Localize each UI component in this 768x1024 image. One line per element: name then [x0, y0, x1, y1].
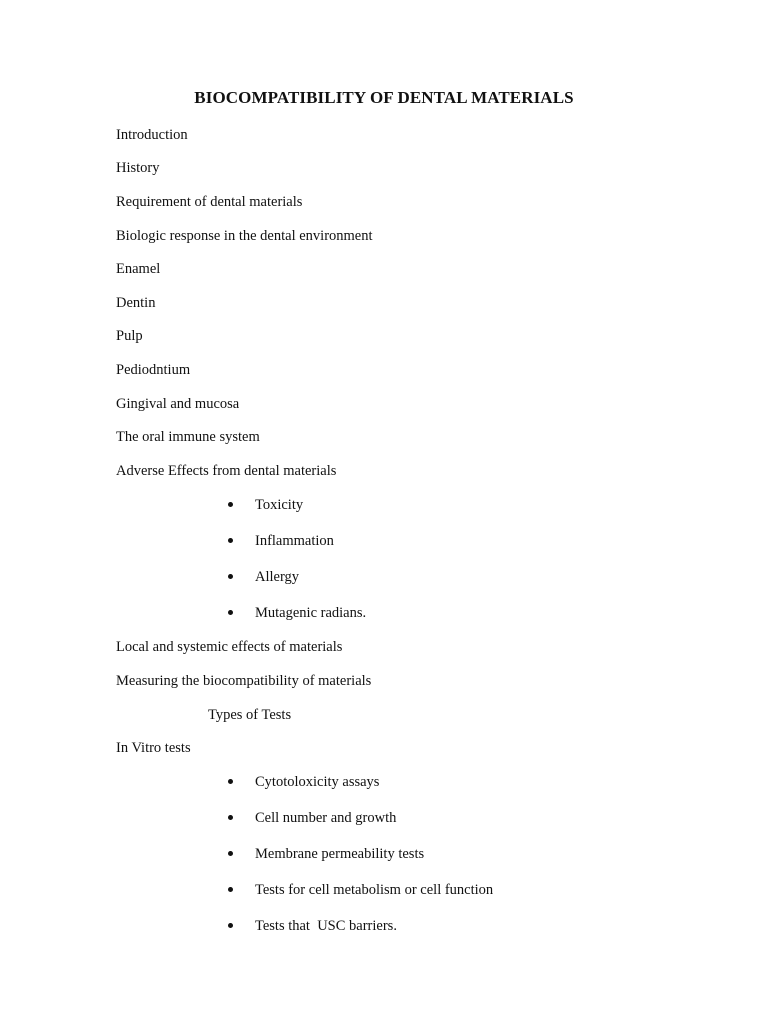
bullet-text: Tests for cell metabolism or cell function — [255, 882, 494, 898]
bullet-dot — [228, 815, 233, 820]
bullet-dot — [228, 923, 233, 928]
toc-line-adverse-effects: Adverse Effects from dental materials — [116, 463, 337, 479]
toc-line-in-vitro: In Vitro tests — [116, 740, 191, 756]
bullet-text: Mutagenic radians. — [255, 605, 367, 621]
bullet-dot — [228, 502, 233, 507]
bullet-item — [228, 917, 397, 989]
bullet-dot — [228, 574, 233, 579]
document-title: BIOCOMPATIBILITY OF DENTAL MATERIALS — [194, 88, 574, 107]
bullet-text: Tests that USC barriers. — [255, 918, 397, 934]
bullet-text: Membrane permeability tests — [255, 846, 425, 862]
bullet-text: Toxicity — [255, 497, 304, 513]
toc-line-periodontium: Pediodntium — [116, 362, 191, 378]
bullet-text: Cell number and growth — [255, 810, 397, 826]
bullet-dot — [228, 779, 233, 784]
toc-line-gingival: Gingival and mucosa — [116, 396, 240, 412]
toc-line-pulp: Pulp — [116, 328, 143, 344]
toc-line-dentin: Dentin — [116, 295, 156, 311]
bullet-text: Inflammation — [255, 533, 334, 549]
bullet-dot — [228, 851, 233, 856]
toc-line-immune-system: The oral immune system — [116, 429, 260, 445]
bullet-dot — [228, 538, 233, 543]
toc-line-biologic-response: Biologic response in the dental environment — [116, 228, 373, 244]
types-of-tests-heading: Types of Tests — [208, 707, 292, 723]
bullet-text: Cytotoloxicity assays — [255, 774, 380, 790]
toc-line-measuring: Measuring the biocompatibility of materials — [116, 673, 372, 689]
bullet-dot — [228, 610, 233, 615]
bullet-text: Allergy — [255, 569, 300, 585]
toc-line-history: History — [116, 160, 160, 176]
bullet-dot — [228, 887, 233, 892]
toc-line-enamel: Enamel — [116, 261, 161, 277]
toc-line-introduction: Introduction — [116, 127, 188, 143]
toc-line-local-systemic: Local and systemic effects of materials — [116, 639, 343, 655]
toc-line-requirement: Requirement of dental materials — [116, 194, 303, 210]
